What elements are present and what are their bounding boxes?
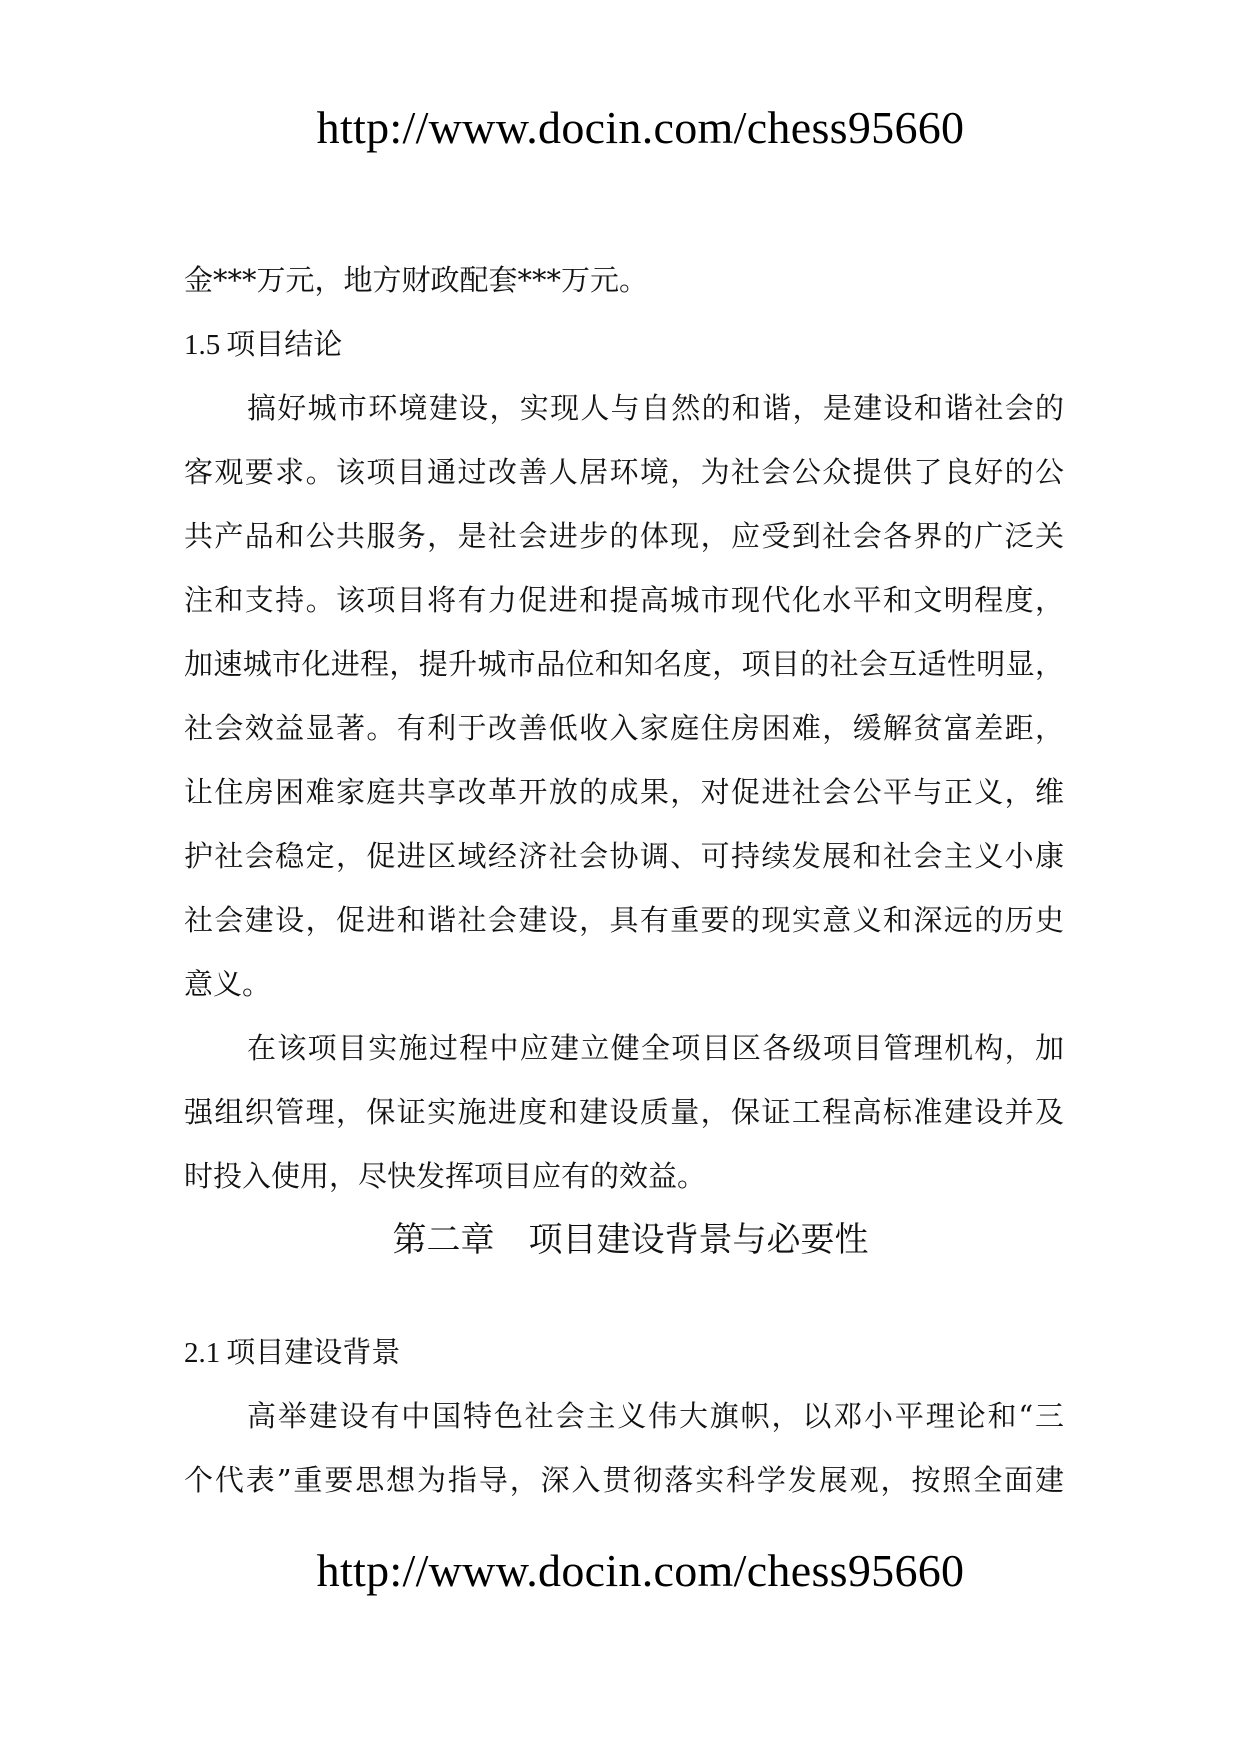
- section-heading-1-5: [184, 312, 1064, 376]
- paragraph-line: 客观要求。该项目通过改善人居环境，为社会公众提供了良好的公: [184, 455, 1064, 489]
- paragraph-line: 高举建设有中国特色社会主义伟大旗帜，以邓小平理论和“三: [247, 1399, 1064, 1433]
- paragraph-line: 社会建设，促进和谐社会建设，具有重要的现实意义和深远的历史: [184, 903, 1064, 937]
- section-title: 项目建设背景: [226, 1335, 401, 1369]
- paragraph-line: 社会效益显著。有利于改善低收入家庭住房困难，缓解贫富差距，: [184, 711, 1064, 745]
- section-number: 2.1: [184, 1337, 221, 1369]
- section-2-1: [184, 1320, 1064, 1512]
- paragraph-line: 金***万元，地方财政配套***万元。: [184, 263, 649, 297]
- paragraph-conclusion-2: [184, 1016, 1064, 1208]
- paragraph-line: 时投入使用，尽快发挥项目应有的效益。: [184, 1159, 707, 1193]
- paragraph-line: 搞好城市环境建设，实现人与自然的和谐，是建设和谐社会的: [247, 391, 1064, 425]
- chapter-title: 第二章 项目建设背景与必要性: [392, 1220, 869, 1260]
- paragraph-line: 注和支持。该项目将有力促进和提高城市现代化水平和文明程度，: [184, 583, 1064, 617]
- paragraph-line: 个代表”重要思想为指导，深入贯彻落实科学发展观，按照全面建: [184, 1463, 1064, 1497]
- paragraph-line: 护社会稳定，促进区域经济社会协调、可持续发展和社会主义小康: [184, 839, 1064, 873]
- watermark-url-bottom: http://www.docin.com/chess95660: [316, 1545, 965, 1596]
- paragraph-line: 共产品和公共服务，是社会进步的体现，应受到社会各界的广泛关: [184, 519, 1064, 553]
- page-body: [184, 248, 1064, 1208]
- paragraph-line: 意义。: [184, 967, 272, 1001]
- paragraph-background-1: [184, 1384, 1064, 1512]
- paragraph-line: 让住房困难家庭共享改革开放的成果，对促进社会公平与正义，维: [184, 775, 1064, 809]
- paragraph-line: 在该项目实施过程中应建立健全项目区各级项目管理机构，加: [247, 1031, 1064, 1065]
- watermark-url-top: http://www.docin.com/chess95660: [316, 102, 965, 153]
- paragraph-line: 强组织管理，保证实施进度和建设质量，保证工程高标准建设并及: [184, 1095, 1064, 1129]
- paragraph-conclusion-1: [184, 376, 1064, 1016]
- section-title: 项目结论: [226, 327, 343, 361]
- section-heading-2-1: [184, 1320, 1064, 1384]
- paragraph-line: 加速城市化进程，提升城市品位和知名度，项目的社会互适性明显，: [184, 647, 1064, 681]
- section-number: 1.5: [184, 329, 221, 361]
